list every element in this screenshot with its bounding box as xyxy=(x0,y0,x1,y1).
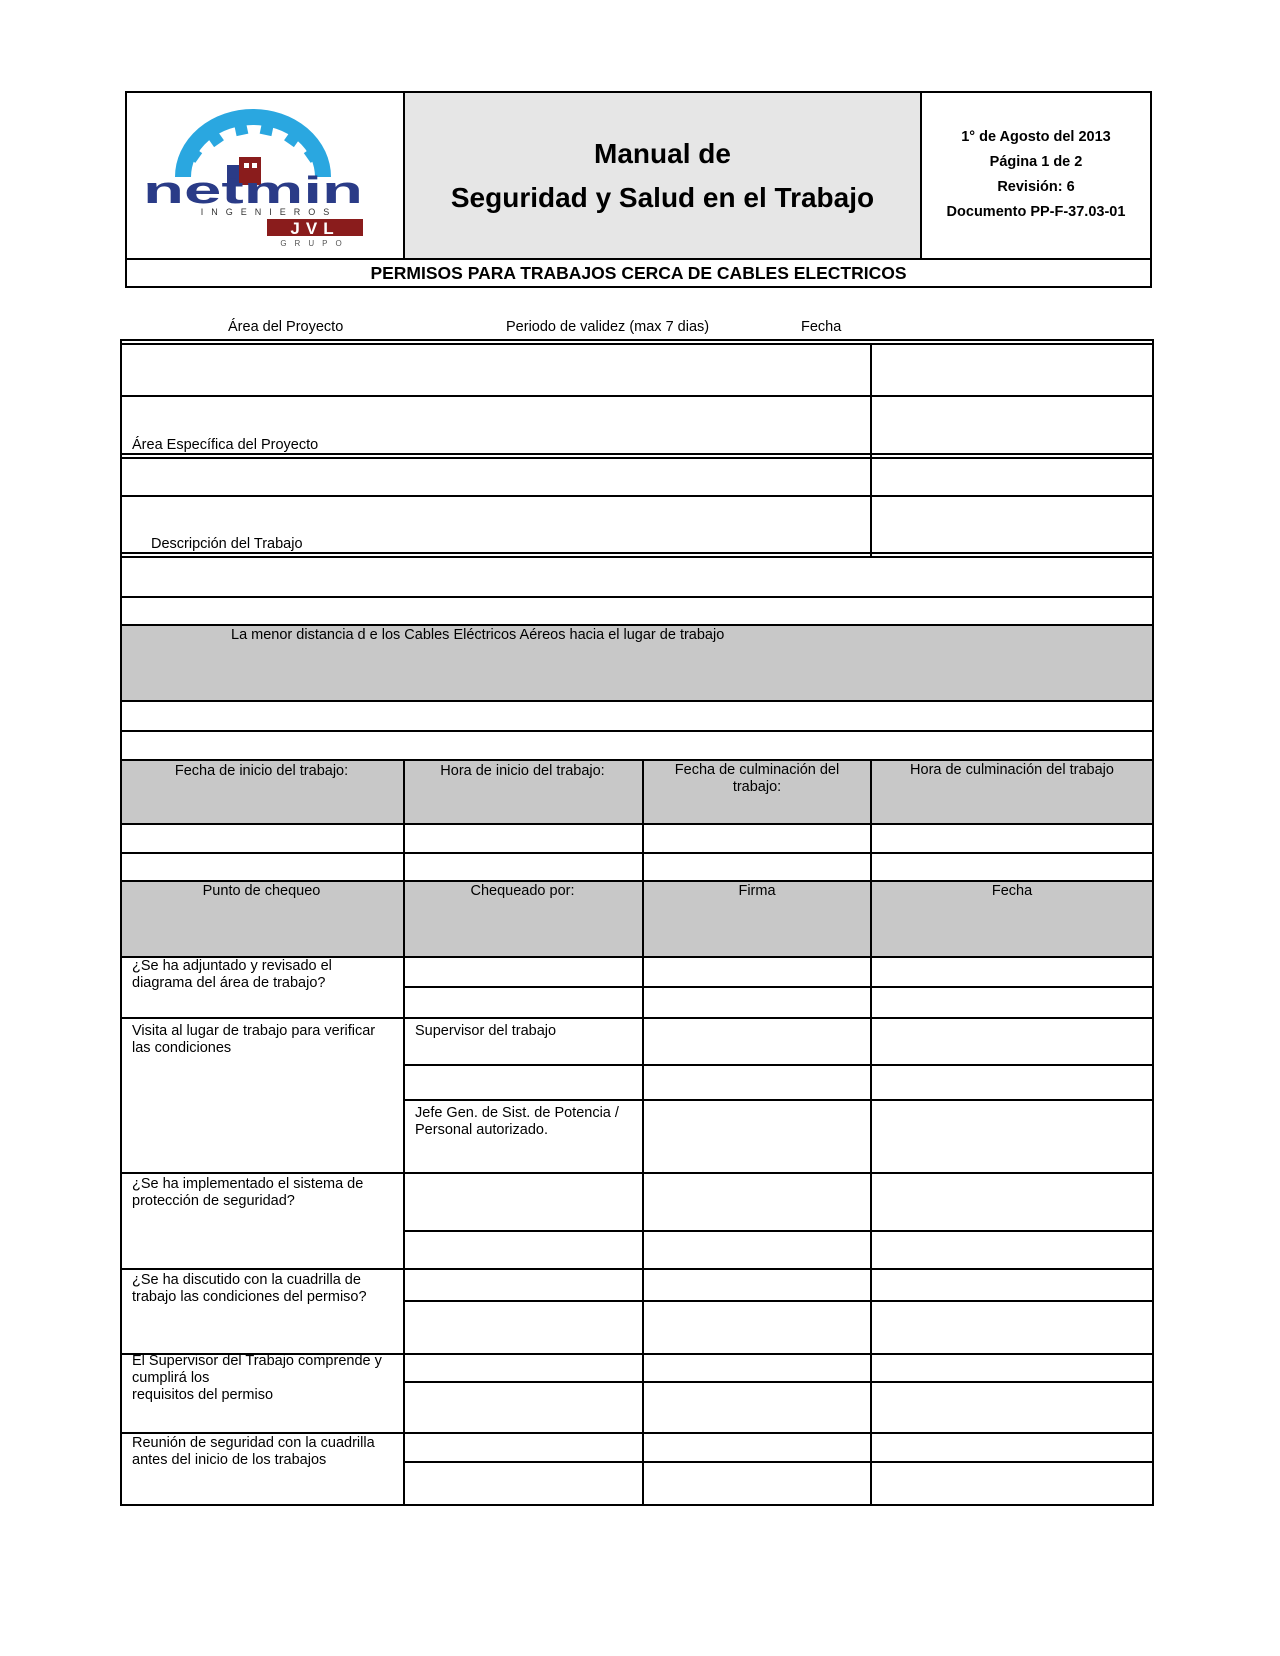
label-fecha: Fecha xyxy=(801,319,842,335)
meta-revision: Revisión: 6 xyxy=(997,179,1075,195)
check-point-supervisor-l2: requisitos del permiso xyxy=(132,1387,274,1403)
header-fecha-culminacion: Fecha de culminación del trabajo: xyxy=(674,762,840,795)
header-firma: Firma xyxy=(738,883,776,899)
check-point-supervisor-l1: El Supervisor del Trabajo comprende y cumplirá los xyxy=(132,1353,382,1386)
permit-form xyxy=(120,339,1154,1506)
logo-group-label: GRUPO xyxy=(280,239,350,248)
check-by-jefe: Jefe Gen. de Sist. de Potencia / Personal autorizado. xyxy=(415,1105,619,1138)
label-descripcion: Descripción del Trabajo xyxy=(151,536,303,552)
check-point-diagrama: ¿Se ha adjuntado y revisado el diagrama del área de trabajo? xyxy=(132,958,332,991)
logo-sub-text: INGENIEROS xyxy=(200,207,338,217)
check-point-discutido: ¿Se ha discutido con la cuadrilla de trabajo las condiciones del permiso? xyxy=(132,1272,367,1305)
meta-date: 1° de Agosto del 2013 xyxy=(961,129,1111,145)
manual-title-line2: Seguridad y Salud en el Trabajo xyxy=(450,181,875,213)
company-logo xyxy=(127,93,405,258)
label-area-especifica: Área Específica del Proyecto xyxy=(132,437,319,453)
check-point-proteccion: ¿Se ha implementado el sistema de protección de seguridad? xyxy=(132,1176,364,1209)
check-point-supervisor-comprende xyxy=(132,1353,400,1404)
meta-page: Página 1 de 2 xyxy=(989,154,1083,170)
logo-group-name: JVL xyxy=(290,219,340,238)
check-by-supervisor: Supervisor del trabajo xyxy=(415,1023,557,1039)
check-point-visita: Visita al lugar de trabajo para verificar las condiciones xyxy=(132,1023,376,1056)
header-hora-inicio: Hora de inicio del trabajo: xyxy=(440,763,605,779)
label-periodo-validez: Periodo de validez (max 7 dias) xyxy=(506,319,710,335)
document-header xyxy=(125,91,1152,288)
logo-brand-text: netmin xyxy=(143,170,363,212)
header-fecha-inicio: Fecha de inicio del trabajo: xyxy=(174,763,349,779)
label-area-proyecto: Área del Proyecto xyxy=(228,319,344,335)
meta-cell xyxy=(922,93,1150,258)
header-hora-culminacion: Hora de culminación del trabajo xyxy=(910,762,1114,778)
manual-title-line1: Manual de xyxy=(594,137,731,169)
meta-document: Documento PP-F-37.03-01 xyxy=(946,204,1126,220)
header-punto-chequeo: Punto de chequeo xyxy=(202,883,321,899)
header-chequeado-por: Chequeado por: xyxy=(470,883,575,899)
label-menor-distancia: La menor distancia d e los Cables Eléctricos Aéreos hacia el lugar de trabajo xyxy=(231,627,725,643)
title-cell xyxy=(405,93,922,258)
form-subtitle: PERMISOS PARA TRABAJOS CERCA DE CABLES ELECTRICOS xyxy=(127,258,1150,286)
logo-cell xyxy=(127,93,405,258)
check-point-reunion: Reunión de seguridad con la cuadrilla antes del inicio de los trabajos xyxy=(132,1435,375,1468)
header-fecha-chequeo: Fecha xyxy=(991,883,1033,899)
